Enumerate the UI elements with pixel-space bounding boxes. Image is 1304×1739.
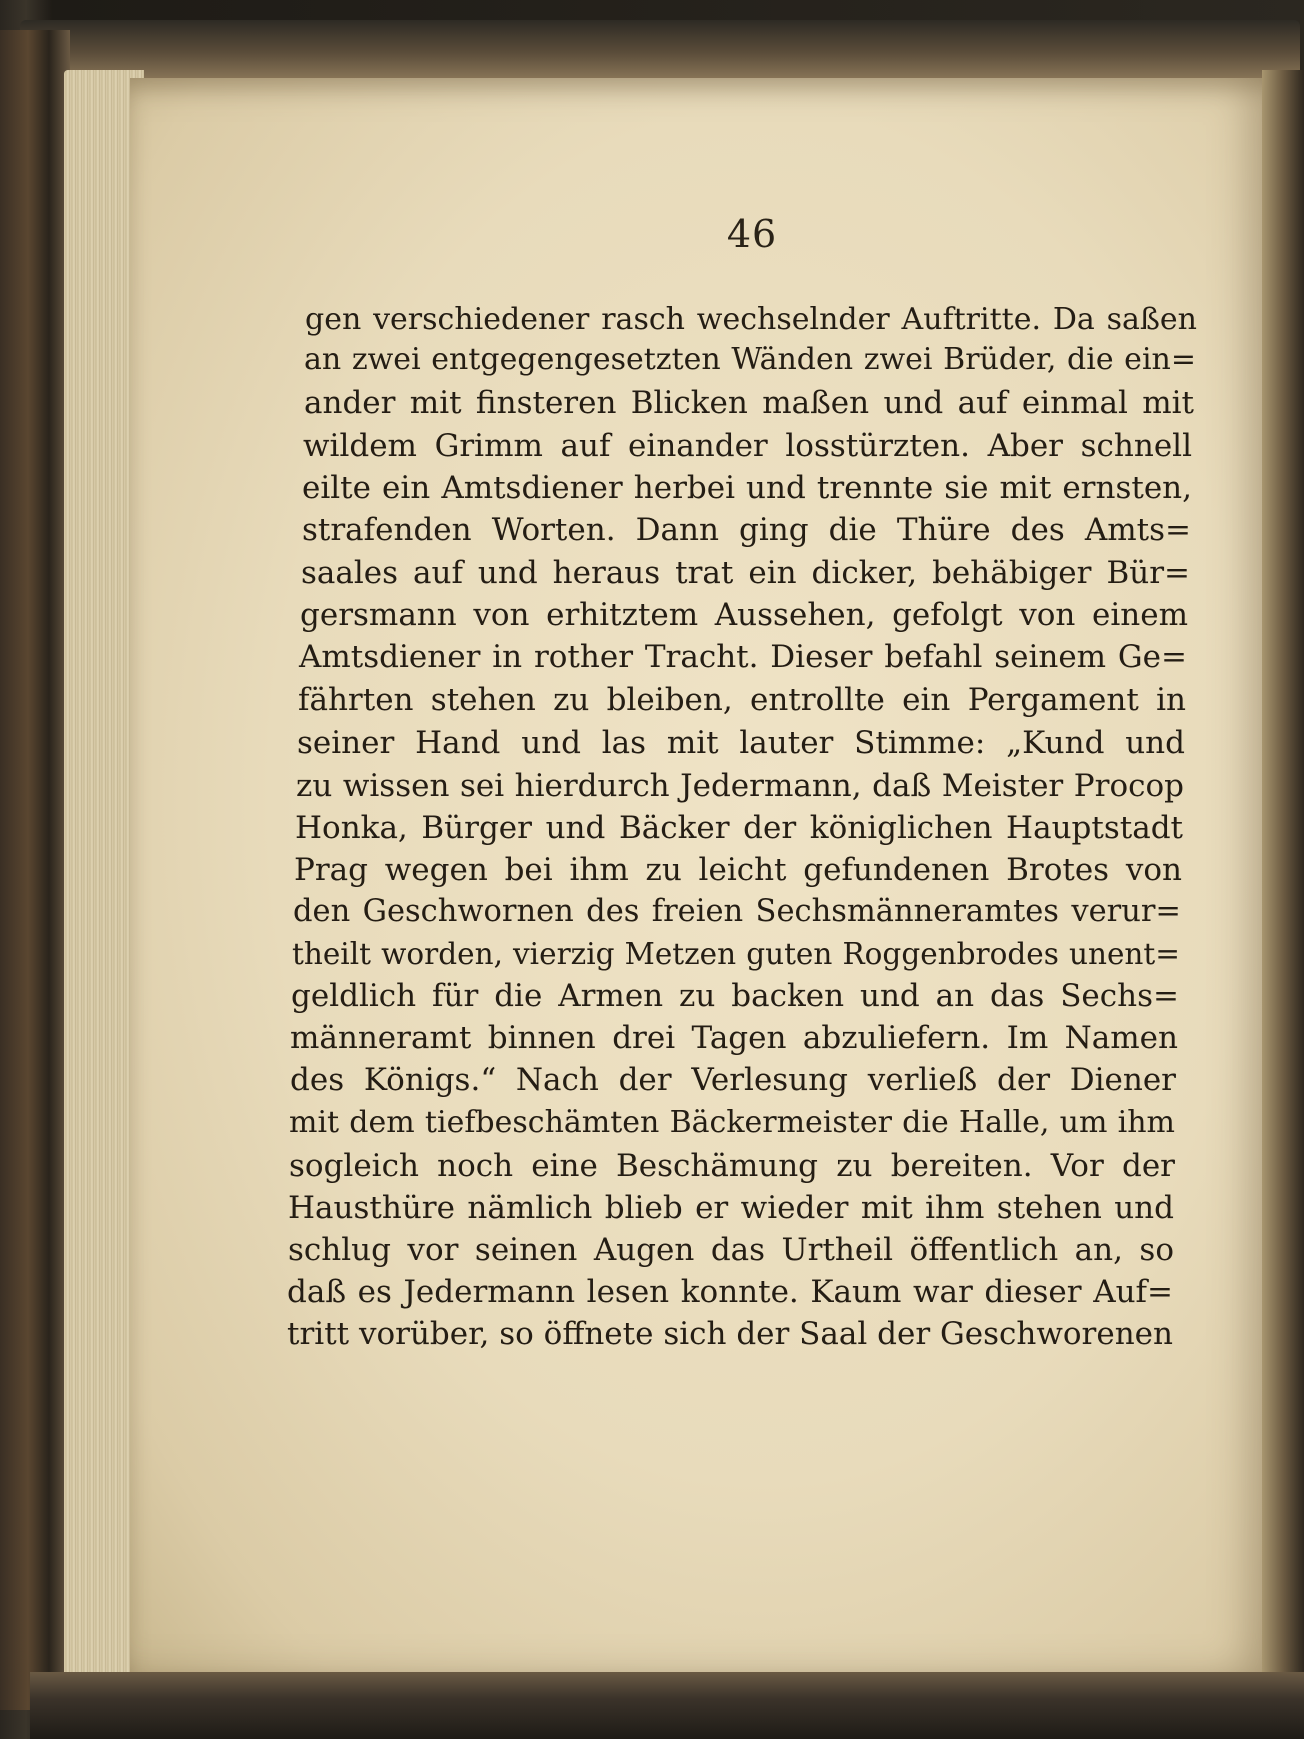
text-line: strafenden Worten. Dann ging die Thüre des Amts= [302, 512, 1191, 548]
text-line: zu wissen sei hierdurch Jedermann, daß Meister Procop [296, 768, 1184, 804]
text-line: schlug vor seinen Augen das Urtheil öffentlich an, so [288, 1232, 1174, 1268]
text-line: daß es Jedermann lesen konnte. Kaum war dieser Auf= [287, 1274, 1173, 1310]
page-gutter [1262, 70, 1304, 1690]
text-line: fährten stehen zu bleiben, entrollte ein Pergament in [298, 682, 1186, 718]
text-line: geldlich für die Armen zu backen und an das Sechs= [291, 978, 1179, 1014]
text-line: mit dem tiefbeschämten Bäckermeister die Halle, um ihm [289, 1105, 1175, 1140]
book-cover-bottom [30, 1672, 1304, 1739]
text-line: gersmann von erhitztem Aussehen, gefolgt von einem [300, 597, 1188, 633]
text-line: ander mit finsteren Blicken maßen und auf einmal mit [304, 385, 1194, 421]
text-line: seiner Hand und las mit lauter Stimme: „Kund und [297, 725, 1185, 761]
text-line: Hausthüre nämlich blieb er wieder mit ihm stehen und [288, 1190, 1174, 1226]
page-number: 46 [726, 212, 778, 256]
text-line: gen verschiedener rasch wechselnder Auftritte. Da saßen [305, 302, 1197, 337]
text-line: Amtsdiener in rother Tracht. Dieser befahl seinem Ge= [299, 639, 1187, 675]
text-line: Honka, Bürger und Bäcker der königlichen Hauptstadt [295, 810, 1183, 846]
text-line: theilt worden, vierzig Metzen guten Roggenbrodes unent= [292, 937, 1180, 971]
text-line: männeramt binnen drei Tagen abzuliefern. Im Namen [290, 1020, 1178, 1056]
text-line: wildem Grimm auf einander losstürzten. Aber schnell [303, 428, 1192, 464]
text-line: saales auf und heraus trat ein dicker, behäbiger Bür= [301, 555, 1190, 591]
text-line: an zwei entgegengesetzten Wänden zwei Brüder, die ein= [304, 342, 1196, 377]
text-line: Prag wegen bei ihm zu leicht gefundenen Brotes von [294, 852, 1182, 888]
text-line: sogleich noch eine Beschämung zu bereiten. Vor der [289, 1148, 1175, 1184]
text-line: tritt vorüber, so öffnete sich der Saal der Geschworenen [287, 1316, 1173, 1352]
text-line: den Geschwornen des freien Sechsmänneramtes verur= [293, 894, 1181, 929]
text-line: des Königs.“ Nach der Verlesung verließ der Diener [290, 1062, 1176, 1098]
book-spine [0, 30, 70, 1710]
text-line: eilte ein Amtsdiener herbei und trennte sie mit ernsten, [302, 470, 1192, 506]
book-cover-top [20, 20, 1300, 80]
